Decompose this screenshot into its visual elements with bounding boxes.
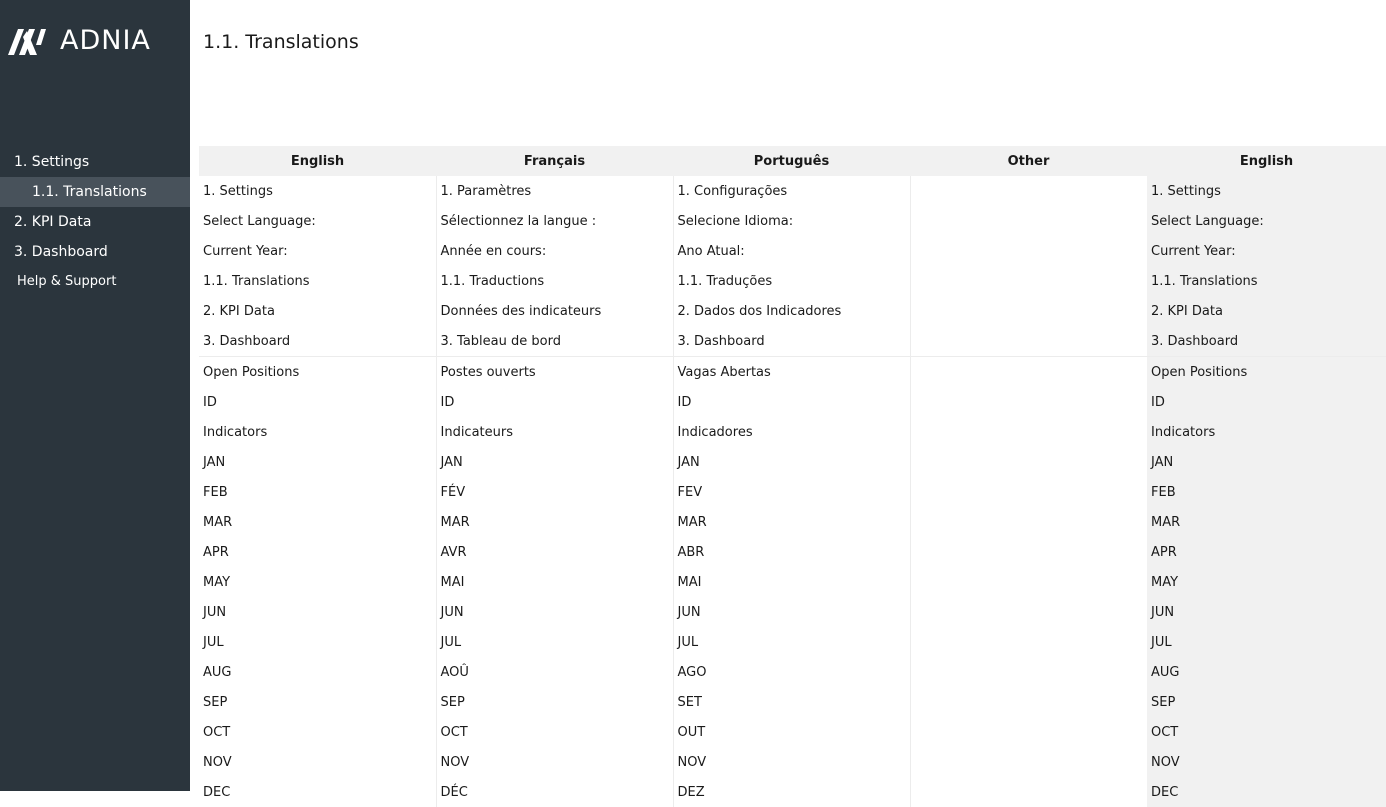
translations-table-container	[199, 146, 1386, 800]
cell-francais[interactable]: Postes ouverts	[436, 357, 673, 388]
cell-english[interactable]: NOV	[203, 754, 232, 770]
adnia-logo-icon	[8, 27, 46, 55]
cell-portugues[interactable]: MAR	[673, 507, 910, 537]
cell-other[interactable]	[910, 537, 1147, 567]
table-row	[199, 236, 1386, 266]
translations-table	[199, 146, 1386, 807]
cell-english-fixed: Indicators	[1147, 417, 1386, 447]
table-row	[199, 266, 1386, 296]
cell-english[interactable]: ID	[203, 394, 217, 410]
cell-english[interactable]: MAY	[203, 574, 231, 590]
table-row	[199, 747, 1386, 777]
cell-francais[interactable]: Sélectionnez la langue :	[436, 206, 673, 236]
cell-francais[interactable]: Année en cours:	[436, 236, 673, 266]
cell-english[interactable]: Select Language:	[203, 213, 316, 229]
table-row	[199, 627, 1386, 657]
cell-francais[interactable]: MAI	[436, 567, 673, 597]
cell-english-fixed: JAN	[1147, 447, 1386, 477]
table-header-row	[199, 146, 1386, 176]
page-title: 1.1. Translations	[203, 31, 359, 53]
cell-portugues[interactable]: Indicadores	[673, 417, 910, 447]
cell-other[interactable]	[910, 387, 1147, 417]
cell-english-fixed: ID	[1147, 387, 1386, 417]
cell-english[interactable]: 1.1. Translations	[203, 273, 310, 289]
cell-english-fixed: Open Positions	[1147, 357, 1386, 388]
cell-francais[interactable]: DÉC	[436, 777, 673, 807]
cell-english[interactable]: AUG	[203, 664, 232, 680]
cell-portugues[interactable]: NOV	[673, 747, 910, 777]
cell-english[interactable]: Open Positions	[199, 357, 436, 388]
cell-english-fixed: JUN	[1147, 597, 1386, 627]
table-row	[199, 357, 1386, 388]
cell-other[interactable]	[910, 266, 1147, 296]
cell-other[interactable]	[910, 477, 1147, 507]
cell-other[interactable]	[910, 206, 1147, 236]
table-row	[199, 657, 1386, 687]
cell-portugues[interactable]: 3. Dashboard	[673, 326, 910, 357]
cell-francais[interactable]: JUN	[436, 597, 673, 627]
cell-other[interactable]	[910, 176, 1147, 206]
cell-english-fixed: OCT	[1147, 717, 1386, 747]
cell-english-fixed: FEB	[1147, 477, 1386, 507]
cell-francais[interactable]: Données des indicateurs	[436, 296, 673, 326]
cell-other[interactable]	[910, 567, 1147, 597]
cell-portugues[interactable]: JAN	[673, 447, 910, 477]
cell-other[interactable]	[910, 417, 1147, 447]
cell-other[interactable]	[910, 687, 1147, 717]
cell-portugues[interactable]: JUN	[673, 597, 910, 627]
cell-english-fixed: AUG	[1147, 657, 1386, 687]
cell-portugues[interactable]: SET	[673, 687, 910, 717]
cell-francais[interactable]: OCT	[436, 717, 673, 747]
cell-francais[interactable]: JAN	[436, 447, 673, 477]
cell-other[interactable]	[910, 236, 1147, 266]
cell-portugues[interactable]: Ano Atual:	[673, 236, 910, 266]
cell-other[interactable]	[910, 717, 1147, 747]
cell-english[interactable]: SEP	[203, 694, 228, 710]
cell-english-fixed: Current Year:	[1147, 236, 1386, 266]
cell-francais[interactable]: MAR	[436, 507, 673, 537]
sidebar-item-dashboard[interactable]: 3. Dashboard	[14, 244, 108, 260]
cell-english-fixed: NOV	[1147, 747, 1386, 777]
table-row	[199, 777, 1386, 807]
cell-francais[interactable]: ID	[436, 387, 673, 417]
table-row	[199, 507, 1386, 537]
cell-english-fixed: 3. Dashboard	[1147, 326, 1386, 357]
cell-portugues[interactable]: DEZ	[673, 777, 910, 807]
sidebar	[0, 0, 190, 791]
cell-english[interactable]: OCT	[203, 724, 231, 740]
cell-english[interactable]: 3. Dashboard	[203, 333, 291, 349]
cell-other[interactable]	[910, 777, 1147, 807]
column-header-portugues: Português	[673, 146, 910, 176]
cell-portugues[interactable]: Vagas Abertas	[673, 357, 910, 388]
cell-francais[interactable]: Indicateurs	[436, 417, 673, 447]
table-row	[199, 206, 1386, 236]
cell-francais[interactable]: FÉV	[436, 477, 673, 507]
table-row	[199, 417, 1386, 447]
cell-other[interactable]	[910, 447, 1147, 477]
cell-francais[interactable]: 1. Paramètres	[436, 176, 673, 206]
cell-portugues[interactable]: ID	[673, 387, 910, 417]
cell-english[interactable]: 1. Settings	[203, 183, 273, 199]
cell-english-fixed: MAR	[1147, 507, 1386, 537]
cell-francais[interactable]: 3. Tableau de bord	[436, 326, 673, 357]
cell-english-fixed: APR	[1147, 537, 1386, 567]
sidebar-item-kpi-data[interactable]: 2. KPI Data	[14, 214, 92, 230]
cell-francais[interactable]: AOÛ	[436, 657, 673, 687]
cell-english[interactable]: FEB	[203, 484, 228, 500]
table-body	[199, 176, 1386, 807]
cell-portugues[interactable]: 1. Configurações	[673, 176, 910, 206]
cell-portugues[interactable]: JUL	[673, 627, 910, 657]
column-header-english: English	[199, 146, 436, 176]
cell-francais[interactable]: 1.1. Traductions	[436, 266, 673, 296]
cell-english-fixed: DEC	[1147, 777, 1386, 807]
cell-other[interactable]	[910, 507, 1147, 537]
cell-english[interactable]: DEC	[203, 784, 231, 800]
sidebar-nav	[0, 147, 190, 297]
column-header-other: Other	[910, 146, 1147, 176]
cell-francais[interactable]: SEP	[436, 687, 673, 717]
cell-english-fixed: 1.1. Translations	[1147, 266, 1386, 296]
cell-english[interactable]: MAR	[203, 514, 233, 530]
table-row	[199, 296, 1386, 326]
table-row	[199, 447, 1386, 477]
cell-portugues[interactable]: 2. Dados dos Indicadores	[673, 296, 910, 326]
cell-english-fixed: 2. KPI Data	[1147, 296, 1386, 326]
cell-other[interactable]	[910, 597, 1147, 627]
cell-english-fixed: JUL	[1147, 627, 1386, 657]
cell-portugues[interactable]: MAI	[673, 567, 910, 597]
cell-other[interactable]	[910, 357, 1147, 388]
table-row	[199, 326, 1386, 357]
table-row	[199, 597, 1386, 627]
cell-other[interactable]	[910, 657, 1147, 687]
column-header-francais: Français	[436, 146, 673, 176]
cell-english[interactable]: 2. KPI Data	[203, 303, 275, 319]
cell-portugues[interactable]: 1.1. Traduções	[673, 266, 910, 296]
cell-english-fixed: Select Language:	[1147, 206, 1386, 236]
sidebar-item-settings[interactable]: 1. Settings	[14, 154, 90, 170]
cell-other[interactable]	[910, 747, 1147, 777]
cell-portugues[interactable]: ABR	[673, 537, 910, 567]
brand-logo[interactable]	[8, 26, 151, 56]
cell-other[interactable]	[910, 296, 1147, 326]
cell-english-fixed: MAY	[1147, 567, 1386, 597]
table-row	[199, 717, 1386, 747]
table-row	[199, 567, 1386, 597]
table-row	[199, 477, 1386, 507]
brand-name: ADNIA	[60, 25, 151, 56]
column-header-english-fixed: English	[1147, 146, 1386, 176]
cell-portugues[interactable]: Selecione Idioma:	[673, 206, 910, 236]
cell-english[interactable]: JUN	[203, 604, 227, 620]
sidebar-item-help-support[interactable]: Help & Support	[17, 274, 117, 289]
cell-english[interactable]: JUL	[203, 634, 224, 650]
cell-francais[interactable]: AVR	[436, 537, 673, 567]
cell-english[interactable]: JAN	[203, 454, 226, 470]
cell-other[interactable]	[910, 326, 1147, 357]
cell-other[interactable]	[910, 627, 1147, 657]
cell-portugues[interactable]: FEV	[673, 477, 910, 507]
cell-english[interactable]: APR	[203, 544, 229, 560]
table-row	[199, 176, 1386, 206]
cell-francais[interactable]: JUL	[436, 627, 673, 657]
table-row	[199, 387, 1386, 417]
cell-english-fixed: 1. Settings	[1147, 176, 1386, 206]
cell-english[interactable]: Current Year:	[203, 243, 288, 259]
sidebar-item-translations[interactable]: 1.1. Translations	[0, 177, 190, 207]
cell-portugues[interactable]: AGO	[673, 657, 910, 687]
cell-english[interactable]: Indicators	[203, 424, 268, 440]
table-row	[199, 687, 1386, 717]
cell-francais[interactable]: NOV	[436, 747, 673, 777]
table-row	[199, 537, 1386, 567]
cell-portugues[interactable]: OUT	[673, 717, 910, 747]
cell-english-fixed: SEP	[1147, 687, 1386, 717]
